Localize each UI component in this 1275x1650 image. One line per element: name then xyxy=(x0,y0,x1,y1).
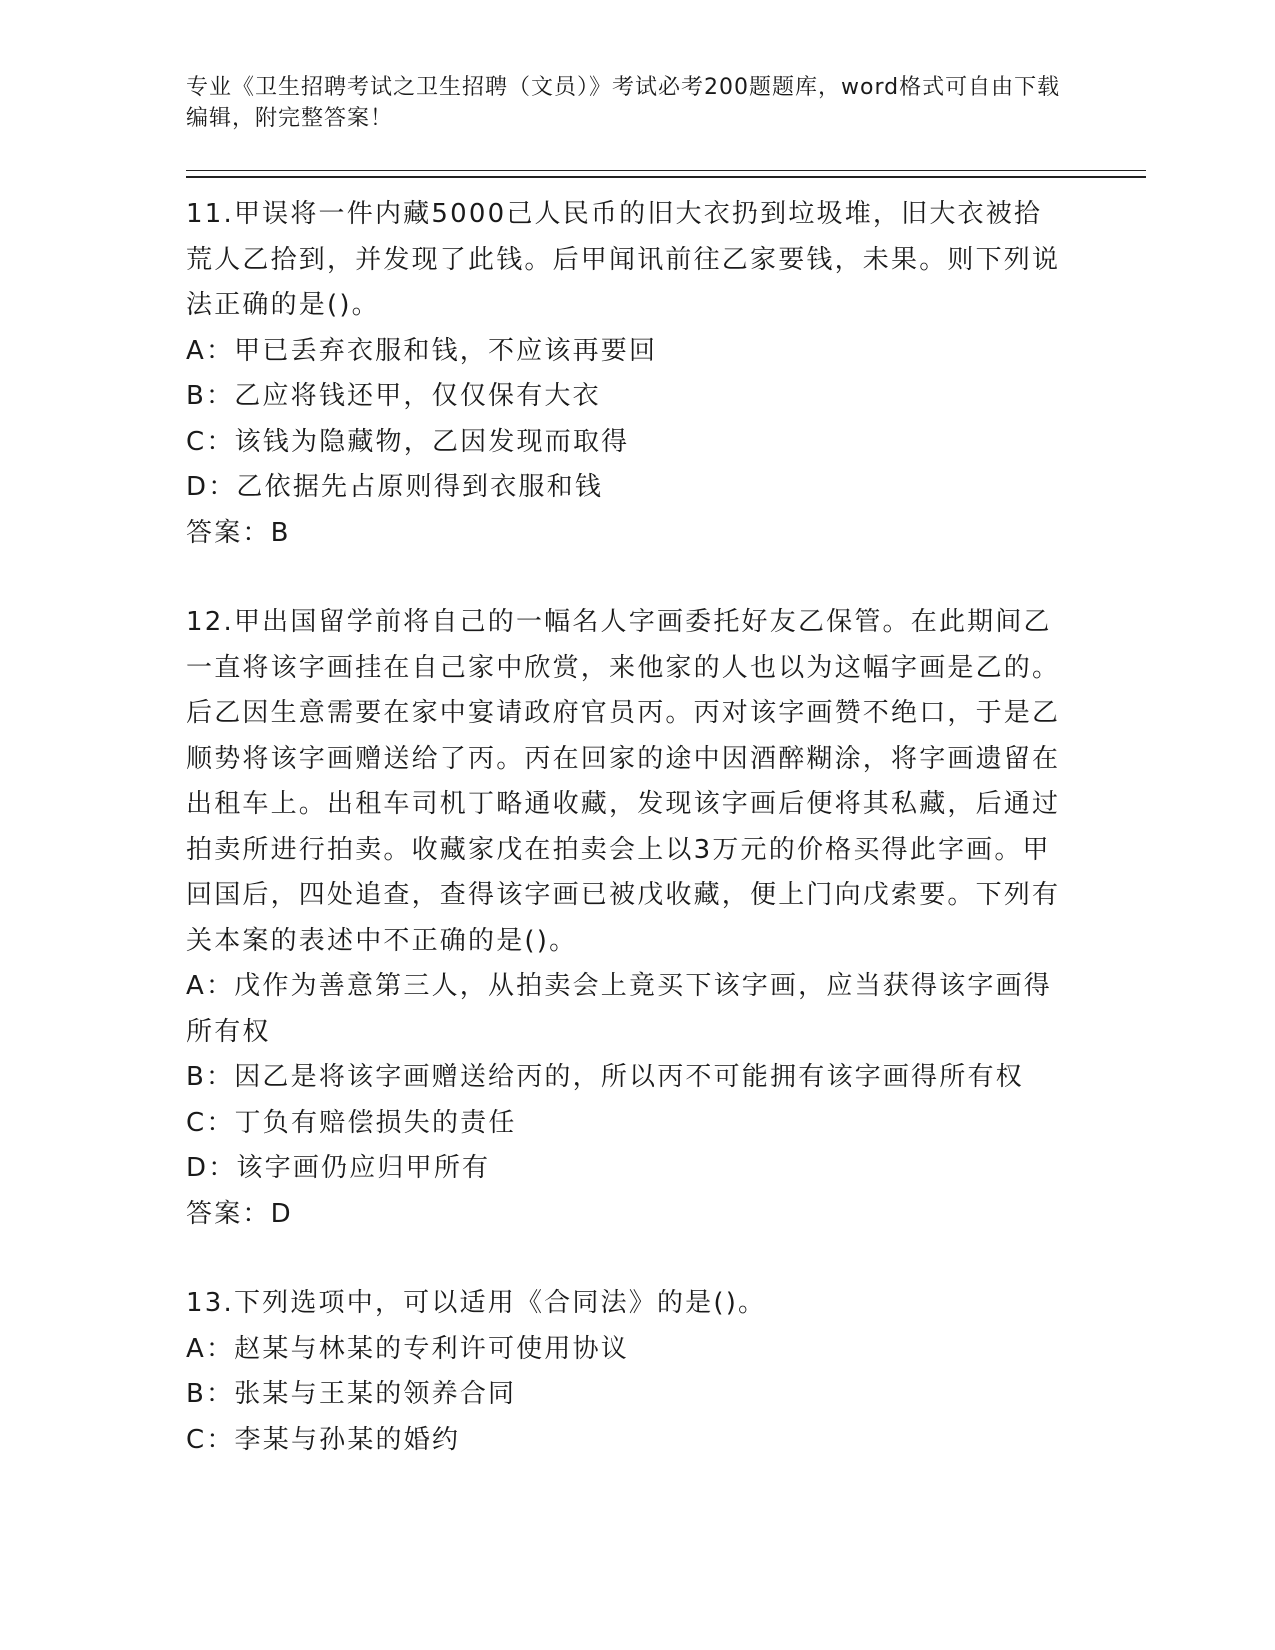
document-header-title: 专业《卫生招聘考试之卫生招聘（文员）》考试必考200题题库，word格式可自由下载编辑，附完整答案！ xyxy=(186,75,1061,131)
option-c: C：李某与孙某的婚约 xyxy=(186,1424,461,1455)
option-c: C：丁负有赔偿损失的责任 xyxy=(186,1107,517,1138)
question-stem: 12.甲出国留学前将自己的一幅名人字画委托好友乙保管。在此期间乙一直将该字画挂在自己家中欣赏，来他家的人也以为这幅字画是乙的。后乙因生意需要在家中宴请政府官员丙。丙对该字画赞不绝口，于是乙顺势将该字画赠送给了丙。丙在回家的途中因酒醉糊涂，将字画遗留在出租车上。出租车司机丁略通收藏，发现该字画后便将其私藏，后通过拍卖所进行拍卖。收藏家戊在拍卖会上以3万元的价格买得此字画。甲回国后，四处追查，查得该字画已被戊收藏，便上门向戊索要。下列有关本案的表述中不正确的是()。 xyxy=(186,607,1061,956)
header-divider-thick xyxy=(186,176,1146,178)
option-d: D：乙依据先占原则得到衣服和钱 xyxy=(186,472,604,502)
question-stem: 13.下列选项中，可以适用《合同法》的是()。 xyxy=(186,1288,767,1318)
question-stem: 11.甲误将一件内藏5000己人民币的旧大衣扔到垃圾堆，旧大衣被拾荒人乙拾到，并发现了此钱。后甲闻讯前往乙家要钱，未果。则下列说法正确的是()。 xyxy=(186,199,1061,320)
question-list xyxy=(186,192,1066,1507)
option-c: C：该钱为隐藏物，乙因发现而取得 xyxy=(186,426,630,457)
answer: 答案：B xyxy=(186,517,291,548)
option-a: A：赵某与林某的专利许可使用协议 xyxy=(186,1333,629,1364)
option-d: D：该字画仍应归甲所有 xyxy=(186,1153,491,1183)
option-b: B：乙应将钱还甲，仅仅保有大衣 xyxy=(186,381,601,411)
option-b: B：张某与王某的领养合同 xyxy=(186,1379,517,1409)
option-a: A：戊作为善意第三人，从拍卖会上竟买下该字画，应当获得该字画得所有权 xyxy=(186,971,1052,1047)
option-b: B：因乙是将该字画赠送给丙的，所以丙不可能拥有该字画得所有权 xyxy=(186,1062,1024,1092)
question-13 xyxy=(186,1281,1066,1463)
answer: 答案：D xyxy=(186,1198,293,1229)
header-divider-thin xyxy=(186,170,1146,171)
question-11 xyxy=(186,192,1066,556)
question-12 xyxy=(186,600,1066,1237)
option-a: A：甲已丢弃衣服和钱，不应该再要回 xyxy=(186,335,658,366)
